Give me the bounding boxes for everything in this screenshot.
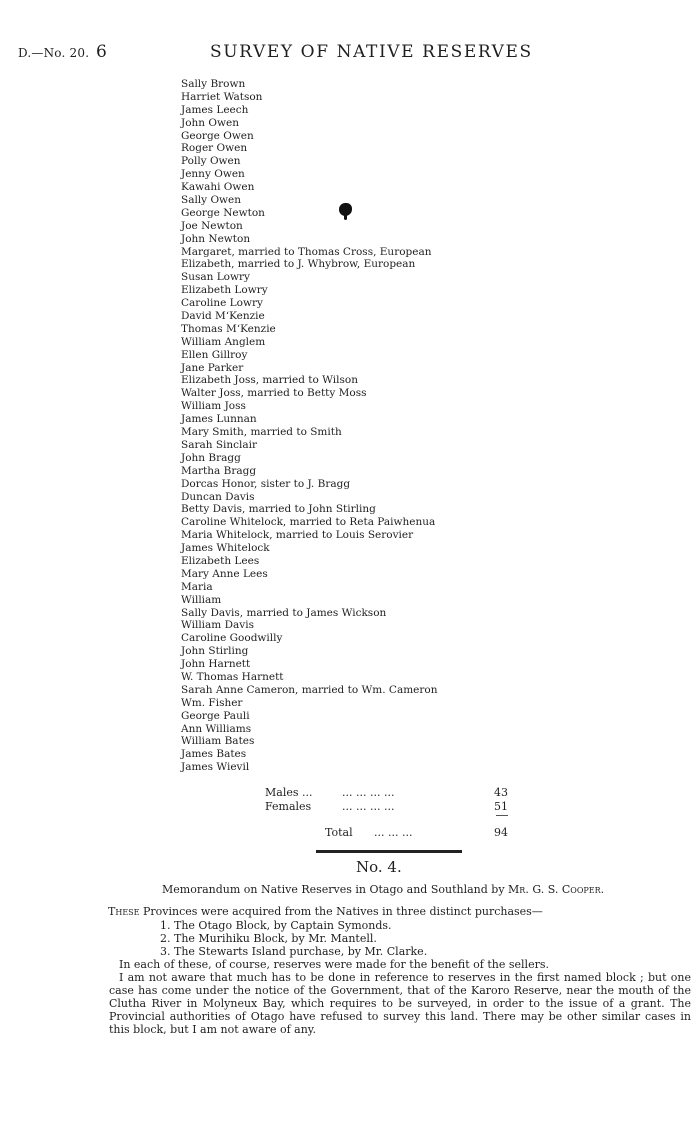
- paragraph-line: case has come under the notice of the Government, that of the Karoro Reserve, near the mouth of the: [109, 984, 691, 997]
- document-reference: D.—No. 20.: [18, 46, 90, 60]
- total-value: 94: [494, 826, 508, 839]
- name-entry: Polly Owen: [181, 155, 241, 168]
- name-entry: Joe Newton: [181, 219, 243, 232]
- name-entry: Duncan Davis: [181, 490, 255, 503]
- name-entry: Susan Lowry: [181, 271, 250, 284]
- name-entry: Dorcas Honor, sister to J. Bragg: [181, 477, 351, 490]
- males-value: 43: [494, 786, 508, 799]
- page-number: 6: [96, 42, 107, 62]
- males-leader-dots: ... ... ... ...: [342, 786, 395, 799]
- name-entry: Mary Smith, married to Smith: [181, 426, 342, 439]
- name-entry: George Owen: [181, 129, 254, 142]
- name-entry: Elizabeth Lowry: [181, 284, 268, 297]
- sum-rule: [496, 815, 508, 816]
- name-entry: George Pauli: [181, 709, 250, 722]
- paragraph-line: this block, but I am not aware of any.: [109, 1023, 317, 1036]
- name-entry: Jenny Owen: [181, 168, 245, 181]
- name-entry: Thomas M‘Kenzie: [181, 322, 276, 335]
- name-entry: John Stirling: [181, 645, 249, 658]
- name-entry: Elizabeth, married to J. Whybrow, European: [181, 258, 416, 271]
- name-entry: James Leech: [181, 103, 249, 116]
- names-list: [181, 78, 601, 774]
- memorandum-heading: [162, 883, 604, 896]
- name-entry: Harriet Watson: [181, 90, 263, 103]
- name-entry: Elizabeth Lees: [181, 554, 260, 567]
- page-title: SURVEY OF NATIVE RESERVES: [210, 42, 533, 62]
- purchase-item: 3. The Stewarts Island purchase, by Mr. Clarke.: [160, 945, 428, 958]
- intro-line: [108, 905, 543, 918]
- name-entry: Walter Joss, married to Betty Moss: [181, 387, 367, 400]
- name-entry: John Bragg: [181, 451, 241, 464]
- paragraph-line: Provincial authorities of Otago have refused to survey this land. There may be other similar cases in: [109, 1010, 691, 1023]
- name-entry: Maria Whitelock, married to Louis Serovier: [181, 529, 414, 542]
- section-number: No. 4.: [356, 858, 402, 876]
- name-entry: Sarah Sinclair: [181, 438, 258, 451]
- name-entry: George Newton: [181, 206, 265, 219]
- females-value: 51: [494, 800, 508, 813]
- name-entry: William Davis: [181, 619, 254, 632]
- name-entry: W. Thomas Harnett: [181, 670, 284, 683]
- name-entry: James Whitelock: [181, 542, 270, 555]
- paragraph-sellers: In each of these, of course, reserves were made for the benefit of the sellers.: [119, 958, 549, 971]
- total-leader-dots: ... ... ...: [374, 826, 413, 839]
- name-entry: William: [181, 593, 222, 606]
- name-entry: William Bates: [181, 735, 255, 748]
- name-entry: William Anglem: [181, 335, 266, 348]
- name-entry: James Bates: [181, 748, 247, 761]
- name-entry: Martha Bragg: [181, 464, 257, 477]
- page-header: [0, 42, 700, 64]
- paragraph-line: I am not aware that much has to be done in reference to reserves in the first named block ; but one: [119, 971, 691, 984]
- name-entry: John Newton: [181, 232, 251, 245]
- memorandum-author: Mr. G. S. Cooper.: [508, 883, 605, 896]
- name-entry: Betty Davis, married to John Stirling: [181, 503, 376, 516]
- name-entry: Ann Williams: [181, 722, 252, 735]
- total-label: Total: [325, 826, 353, 839]
- name-entry: Sarah Anne Cameron, married to Wm. Cameron: [181, 683, 438, 696]
- name-entry: Roger Owen: [181, 142, 248, 155]
- intro-text: Provinces were acquired from the Natives in three distinct purchases—: [139, 905, 543, 918]
- name-entry: Wm. Fisher: [181, 696, 243, 709]
- name-entry: Mary Anne Lees: [181, 567, 268, 580]
- name-entry: Caroline Goodwilly: [181, 632, 283, 645]
- section-divider: [316, 850, 462, 853]
- name-entry: Sally Brown: [181, 78, 246, 90]
- females-leader-dots: ... ... ... ...: [342, 800, 395, 813]
- name-entry: Kawahi Owen: [181, 181, 255, 194]
- memorandum-title: Memorandum on Native Reserves in Otago and Southland by: [162, 883, 509, 896]
- name-entry: Caroline Lowry: [181, 297, 263, 310]
- name-entry: Ellen Gillroy: [181, 348, 248, 361]
- name-entry: Caroline Whitelock, married to Reta Paiwhenua: [181, 516, 436, 529]
- name-entry: James Wievil: [181, 761, 250, 774]
- name-entry: Jane Parker: [181, 361, 244, 374]
- name-entry: Elizabeth Joss, married to Wilson: [181, 374, 358, 387]
- name-entry: Sally Owen: [181, 194, 242, 207]
- name-entry: Maria: [181, 580, 213, 593]
- purchase-item: 1. The Otago Block, by Captain Symonds.: [160, 919, 392, 932]
- name-entry: Margaret, married to Thomas Cross, European: [181, 245, 432, 258]
- purchase-item: 2. The Murihiku Block, by Mr. Mantell.: [160, 932, 377, 945]
- name-entry: William Joss: [181, 400, 246, 413]
- paragraph-line: Clutha River in Molyneux Bay, which requires to be surveyed, in order to the issue of a grant. The: [109, 997, 691, 1010]
- name-entry: John Owen: [181, 116, 239, 129]
- name-entry: David M‘Kenzie: [181, 310, 265, 323]
- females-label: Females: [265, 800, 312, 813]
- name-entry: Sally Davis, married to James Wickson: [181, 606, 387, 619]
- name-entry: John Harnett: [181, 658, 251, 671]
- males-label: Males ...: [265, 786, 313, 799]
- name-entry: James Lunnan: [181, 413, 257, 426]
- intro-first-word: These: [108, 905, 140, 918]
